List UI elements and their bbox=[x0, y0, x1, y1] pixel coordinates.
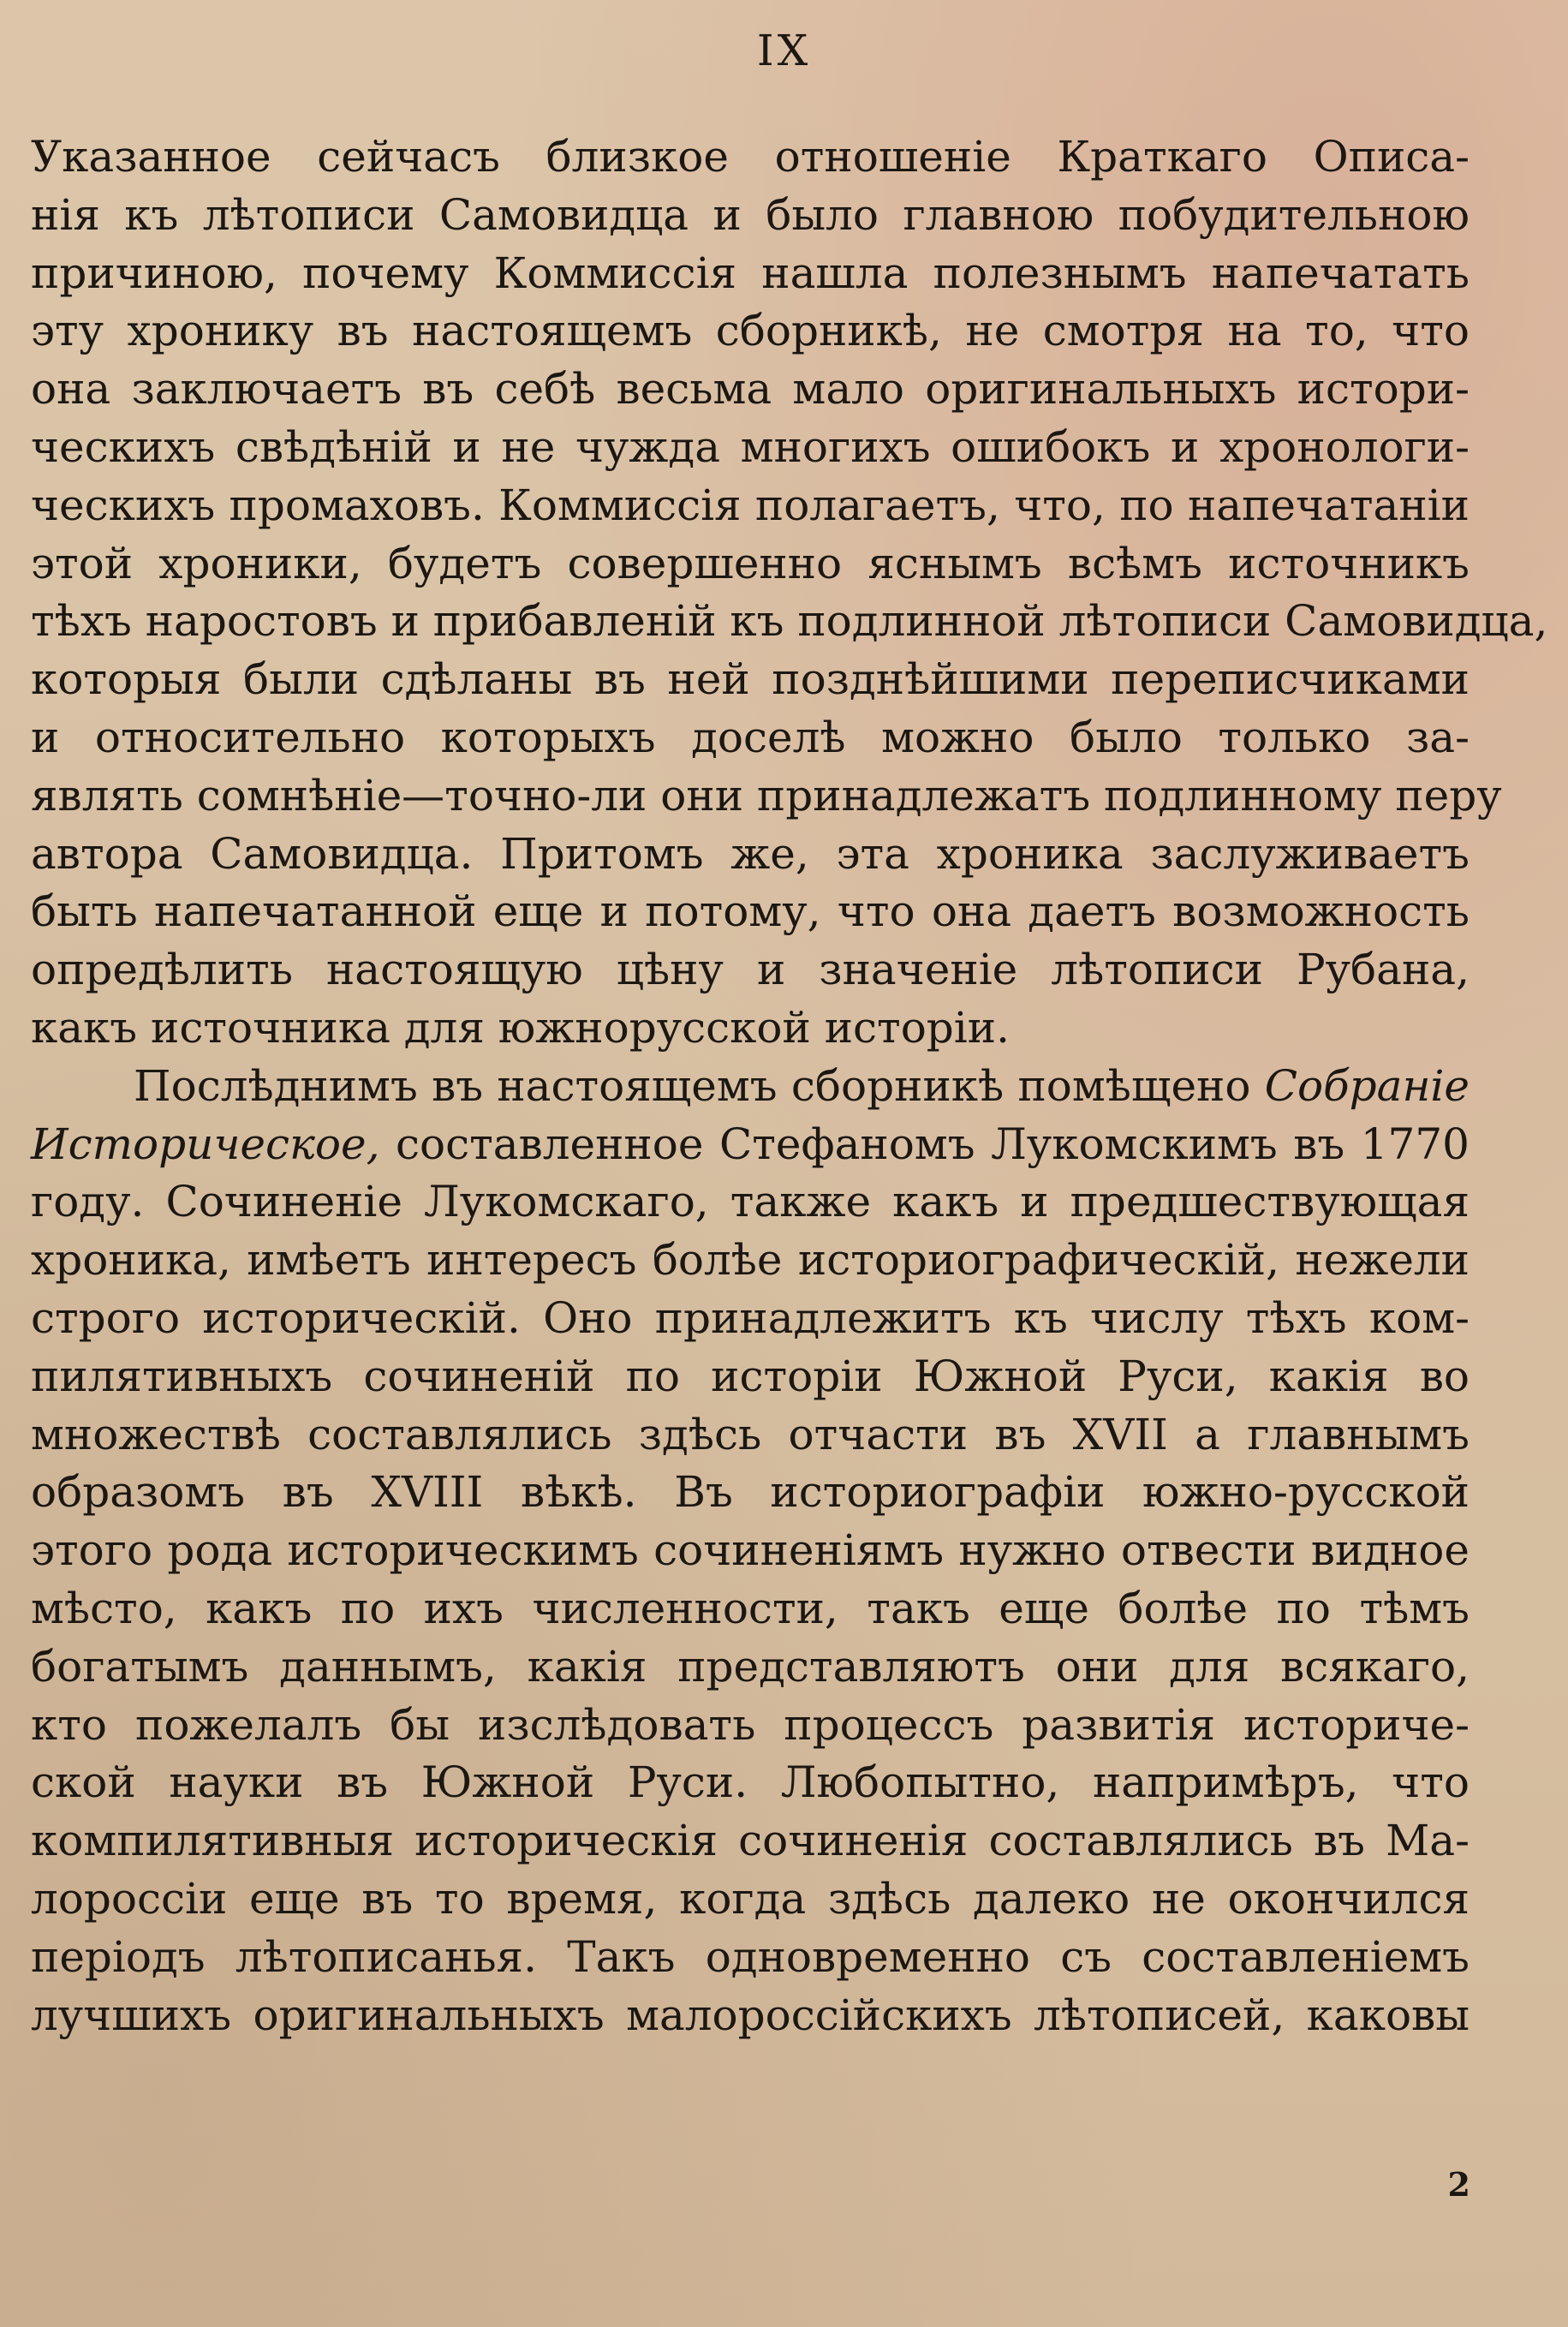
text-line bbox=[31, 1871, 1470, 1929]
text-line bbox=[31, 1697, 1470, 1755]
text-line bbox=[31, 1406, 1470, 1465]
text-line bbox=[31, 709, 1470, 767]
text-segment: хроника, имѣетъ интересъ болѣе историографическій, нежели bbox=[31, 1235, 1470, 1286]
text-segment: ческихъ свѣдѣній и не чужда многихъ ошибокъ и хронологи- bbox=[31, 421, 1470, 472]
text-segment: являть сомнѣніе—точно-ли они принадлежатъ подлинному перу bbox=[31, 770, 1502, 820]
text-segment: пилятивныхъ сочиненій по исторіи Южной Руси, какія во bbox=[31, 1351, 1470, 1401]
text-segment: автора Самовидца. Притомъ же, эта хроника заслуживаетъ bbox=[31, 828, 1470, 879]
text-line bbox=[31, 1232, 1470, 1290]
text-segment: составленное Стефаномъ Лукомскимъ въ 1770 bbox=[379, 1119, 1470, 1169]
text-line bbox=[31, 1987, 1470, 2045]
text-segment: нія къ лѣтописи Самовидца и было главною побудительною bbox=[31, 189, 1470, 240]
text-segment: множествѣ составлялись здѣсь отчасти въ XVII а главнымъ bbox=[31, 1409, 1470, 1459]
text-line bbox=[31, 245, 1470, 303]
text-line bbox=[31, 1638, 1470, 1697]
text-segment: тѣхъ наростовъ и прибавленій къ подлинной лѣтописи Самовидца, bbox=[31, 596, 1548, 647]
text-line bbox=[31, 535, 1470, 594]
text-line bbox=[31, 1754, 1470, 1812]
text-line bbox=[31, 1812, 1470, 1871]
text-line bbox=[31, 128, 1470, 187]
text-segment: кто пожелалъ бы изслѣдовать процессъ развитія историче- bbox=[31, 1699, 1470, 1750]
text-segment: какъ источника для южнорусской исторіи. bbox=[31, 1002, 1011, 1053]
text-line bbox=[31, 767, 1502, 826]
text-line bbox=[31, 999, 1470, 1058]
text-line bbox=[31, 941, 1470, 999]
text-segment: этой хроники, будетъ совершенно яснымъ всѣмъ источникъ bbox=[31, 538, 1470, 588]
italic-title: Собраніе bbox=[1264, 1060, 1470, 1111]
text-line bbox=[31, 651, 1470, 709]
text-segment: этого рода историческимъ сочиненіямъ нужно отвести видное bbox=[31, 1525, 1470, 1576]
text-segment: образомъ въ XVIII вѣкѣ. Въ историографіи южно-русской bbox=[31, 1467, 1470, 1518]
text-line bbox=[31, 826, 1470, 884]
text-segment: періодъ лѣтописанья. Такъ одновременно съ составленіемъ bbox=[31, 1931, 1470, 1982]
text-line bbox=[31, 1464, 1470, 1522]
text-line bbox=[31, 361, 1470, 419]
text-segment: опредѣлить настоящую цѣну и значеніе лѣтописи Рубана, bbox=[31, 945, 1470, 995]
text-segment: ской науки въ Южной Руси. Любопытно, напримѣръ, что bbox=[31, 1757, 1470, 1808]
page-number: IX bbox=[756, 26, 812, 75]
text-line bbox=[31, 1290, 1470, 1348]
text-line bbox=[31, 302, 1470, 361]
text-line bbox=[31, 1173, 1470, 1232]
text-line bbox=[31, 1116, 1470, 1174]
text-segment: лучшихъ оригинальныхъ малороссійскихъ лѣтописей, каковы bbox=[31, 1990, 1470, 2040]
text-segment: эту хронику въ настоящемъ сборникѣ, не смотря на то, что bbox=[31, 306, 1470, 356]
italic-title: Историческое, bbox=[31, 1119, 380, 1169]
text-segment: которыя были сдѣланы въ ней позднѣйшими переписчиками bbox=[31, 654, 1470, 705]
text-line bbox=[31, 419, 1470, 477]
text-segment: году. Сочиненіе Лукомскаго, также какъ и предшествующая bbox=[31, 1177, 1470, 1227]
text-line bbox=[31, 883, 1470, 941]
text-line bbox=[31, 1522, 1470, 1580]
text-segment: строго историческій. Оно принадлежитъ къ числу тѣхъ ком- bbox=[31, 1292, 1470, 1343]
text-line bbox=[31, 477, 1470, 535]
text-segment: и относительно которыхъ доселѣ можно было только за- bbox=[31, 712, 1470, 762]
text-line bbox=[31, 1929, 1470, 1987]
body-text bbox=[31, 128, 1548, 2044]
text-segment: Послѣднимъ въ настоящемъ сборникѣ помѣщено bbox=[134, 1060, 1265, 1111]
text-segment: быть напечатанной еще и потому, что она даетъ возможность bbox=[31, 886, 1470, 937]
text-line bbox=[31, 187, 1470, 245]
text-segment: лороссіи еще въ то время, когда здѣсь далеко не окончился bbox=[31, 1873, 1470, 1924]
text-line bbox=[31, 1058, 1470, 1116]
text-segment: богатымъ даннымъ, какія представляютъ они для всякаго, bbox=[31, 1641, 1470, 1692]
signature-mark: 2 bbox=[1447, 2165, 1470, 2204]
text-line bbox=[31, 1580, 1470, 1638]
text-line bbox=[31, 593, 1548, 651]
text-segment: компилятивныя историческія сочиненія составлялись въ Ма- bbox=[31, 1816, 1470, 1866]
text-segment: причиною, почему Коммиссія нашла полезнымъ напечатать bbox=[31, 248, 1470, 298]
text-segment: она заключаетъ въ себѣ весьма мало оригинальныхъ истори- bbox=[31, 364, 1470, 415]
text-segment: Указанное сейчасъ близкое отношеніе Краткаго Описа- bbox=[31, 132, 1470, 182]
text-segment: мѣсто, какъ по ихъ численности, такъ еще болѣе по тѣмъ bbox=[31, 1583, 1470, 1633]
text-line bbox=[31, 1348, 1470, 1406]
text-segment: ческихъ промаховъ. Коммиссія полагаетъ, что, по напечатаніи bbox=[31, 480, 1470, 530]
